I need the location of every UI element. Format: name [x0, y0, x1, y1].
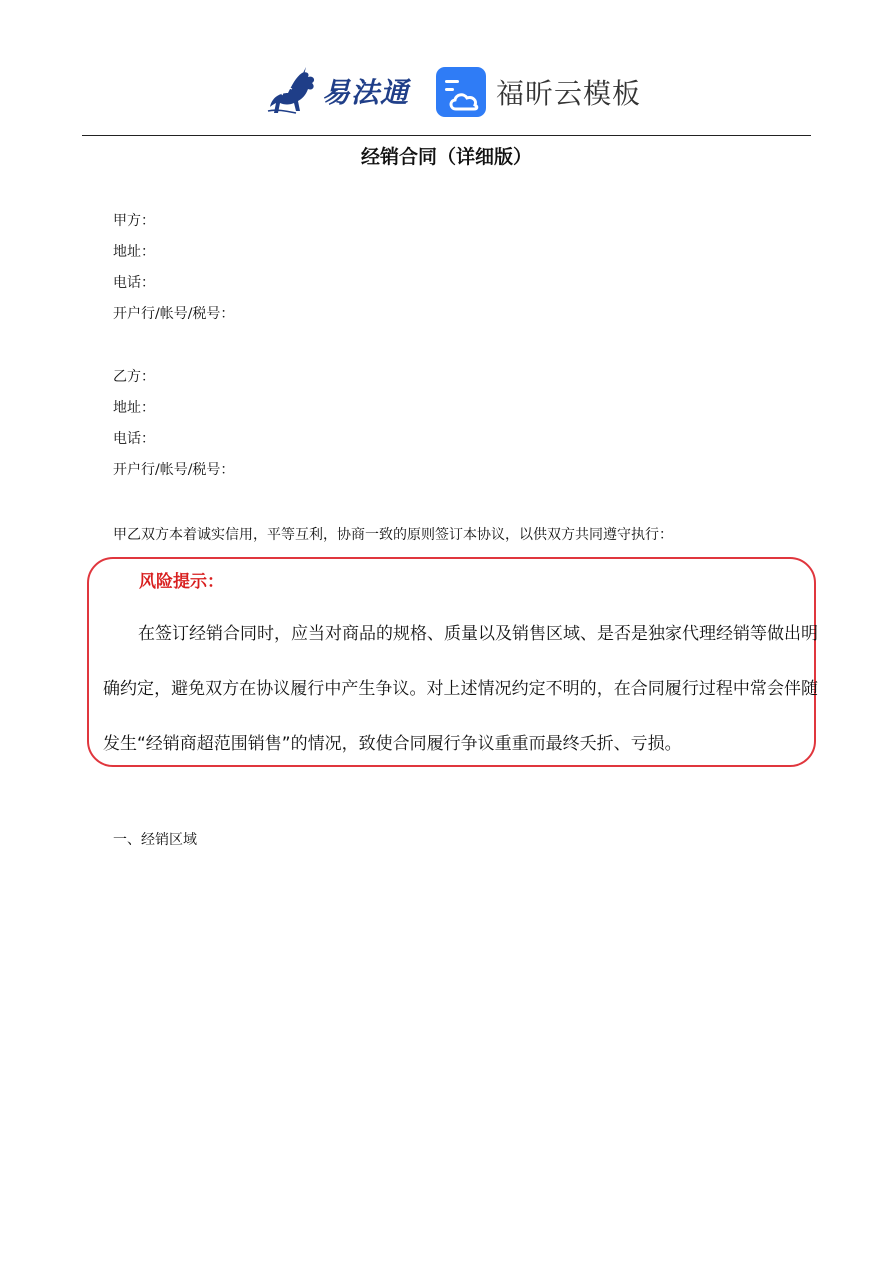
fuxin-logo	[436, 66, 641, 118]
fuxin-cloud-app-icon	[436, 67, 486, 117]
page-header	[0, 58, 893, 124]
yifatong-logo-text: 易法通	[322, 76, 410, 109]
qilin-emblem-icon	[262, 63, 320, 119]
document-title: 经销合同（详细版）	[360, 146, 532, 168]
risk-notice-box	[87, 557, 816, 767]
section-1-heading: 一、经销区域	[113, 832, 197, 848]
party-b-name-label: 乙方：	[113, 369, 155, 385]
header-divider	[82, 135, 811, 136]
yifatong-logo	[262, 62, 412, 120]
party-b-bank-label: 开户行/帐号/税号：	[113, 462, 235, 478]
party-a-block	[113, 206, 234, 330]
risk-notice-body: 在签订经销合同时，应当对商品的规格、质量以及销售区域、是否是独家代理经销等做出明确约定，避免双方在协议履行中产生争议。对上述情况约定不明的，在合同履行过程中常会伴随发生“经销商超范围销售”的情况，致使合同履行争议重重而最终夭折、亏损。	[103, 624, 818, 754]
preamble-paragraph: 甲乙双方本着诚实信用，平等互利，协商一致的原则签订本协议，以供双方共同遵守执行：	[113, 527, 673, 543]
party-b-address-label: 地址：	[113, 400, 155, 416]
party-a-address-label: 地址：	[113, 244, 155, 260]
party-a-bank-label: 开户行/帐号/税号：	[113, 306, 235, 322]
party-b-block	[113, 362, 234, 486]
party-a-phone-label: 电话：	[113, 275, 155, 291]
risk-notice-title: 风险提示：	[139, 572, 224, 592]
party-b-phone-label: 电话：	[113, 431, 155, 447]
fuxin-logo-text: 福昕云模板	[496, 77, 642, 110]
party-a-name-label: 甲方：	[113, 213, 155, 229]
